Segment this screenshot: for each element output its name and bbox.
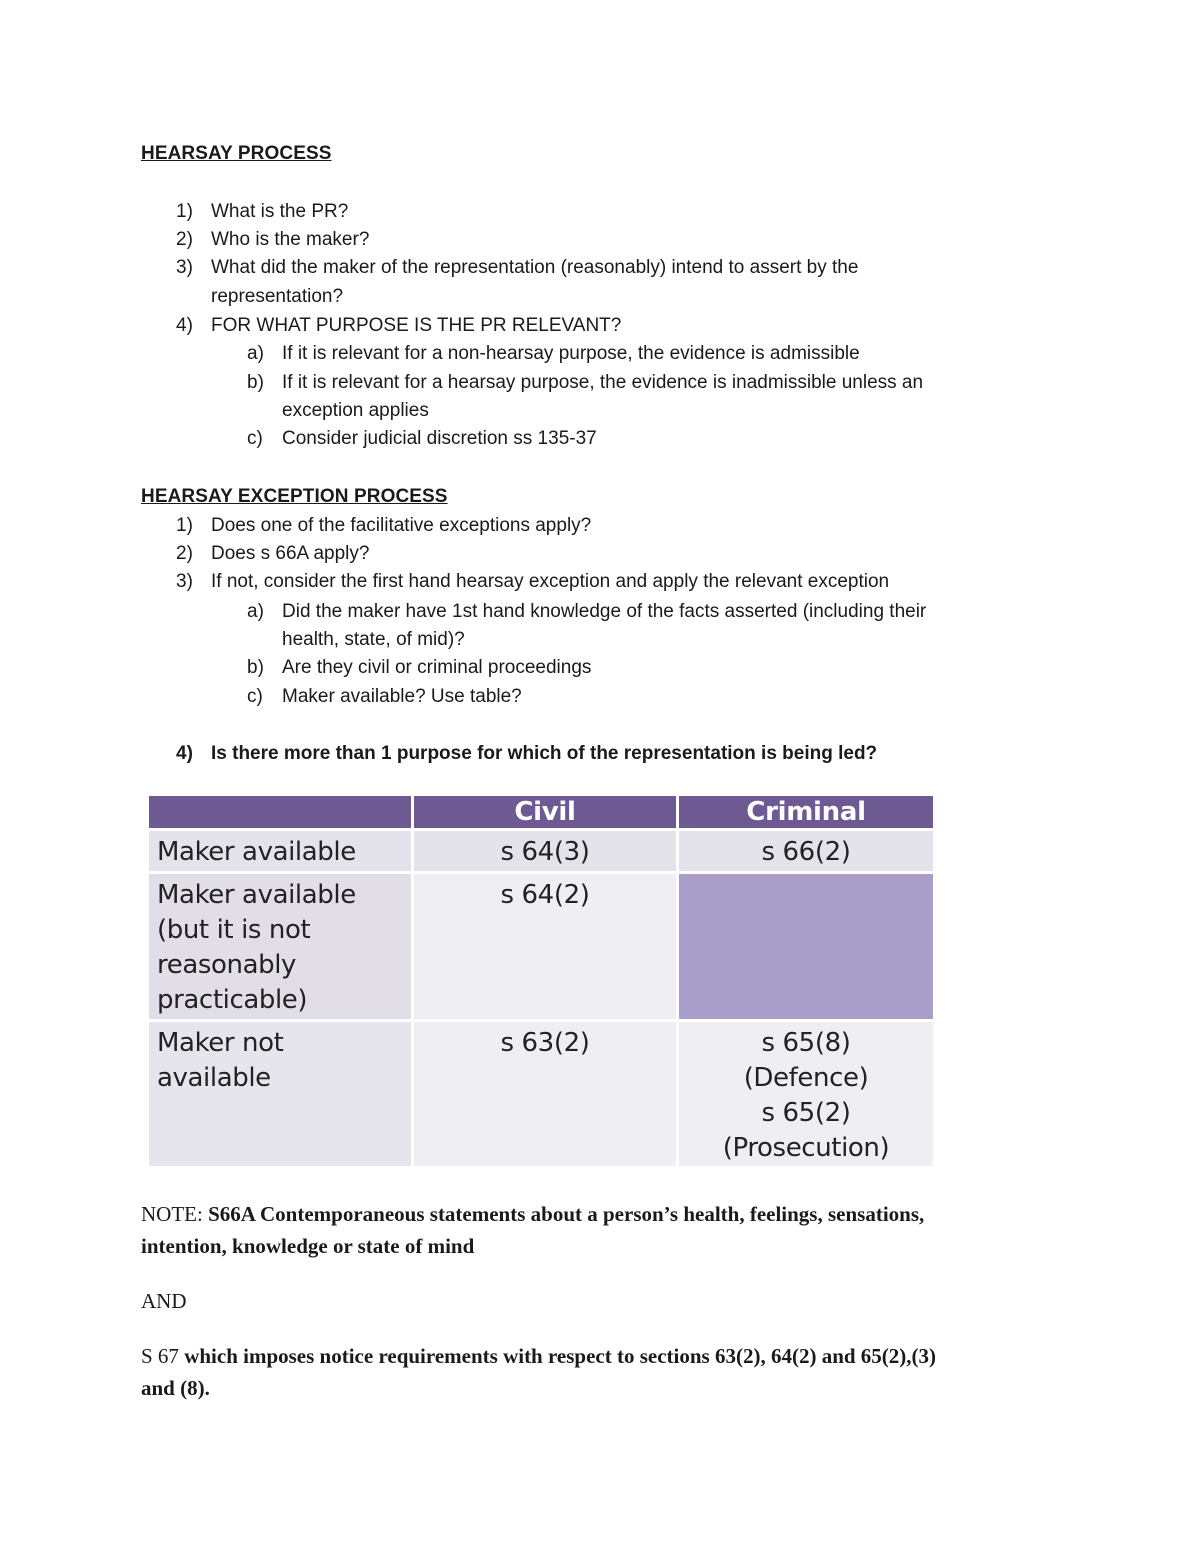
sublist-item-text: Did the maker have 1st hand knowledge of the facts asserted (including their — [282, 601, 927, 622]
heading-hearsay-process: HEARSAY PROCESS — [141, 143, 332, 164]
list-number: 2) — [176, 229, 193, 250]
table-cell-civil — [414, 874, 676, 1019]
list-item-text-bold: Is there more than 1 purpose for which of the representation is being led? — [211, 743, 878, 764]
cell-text: Maker available — [157, 837, 356, 867]
table-cell-criminal — [679, 1022, 933, 1166]
cell-text: (Defence) — [743, 1063, 869, 1093]
list-item-text: Does one of the facilitative exceptions apply? — [211, 515, 592, 536]
sublist-item-text-continued: exception applies — [282, 400, 429, 421]
table-row — [149, 874, 933, 1019]
sublist-letter: a) — [247, 343, 264, 364]
sublist-item-text-continued: health, state, of mid)? — [282, 629, 465, 650]
list-number: 3) — [176, 571, 193, 592]
sublist-letter: b) — [247, 372, 264, 393]
cell-text: s 63(2) — [500, 1028, 590, 1058]
table-cell-label — [149, 1022, 411, 1166]
table-header-empty — [149, 796, 411, 828]
sublist-letter: a) — [247, 601, 264, 622]
note-bold-text: and (8). — [141, 1376, 210, 1400]
list-item — [176, 201, 193, 223]
note-s67 — [141, 1340, 936, 1404]
table-row — [149, 1022, 933, 1166]
table-cell-criminal — [679, 831, 933, 871]
list-item-text: FOR WHAT PURPOSE IS THE PR RELEVANT? — [211, 315, 622, 336]
cell-text: Maker not available — [157, 1028, 284, 1093]
list-number: 4) — [176, 315, 193, 336]
list-number: 1) — [176, 515, 193, 536]
sublist-item-text: Are they civil or criminal proceedings — [282, 657, 592, 678]
list-item-text: What is the PR? — [211, 201, 349, 222]
note-bold-text: intention, knowledge or state of mind — [141, 1234, 475, 1258]
list-item-text: Who is the maker? — [211, 229, 370, 250]
sublist-item-text: Consider judicial discretion ss 135-37 — [282, 428, 597, 449]
sublist-item-text: If it is relevant for a non-hearsay purpose, the evidence is admissible — [282, 343, 860, 364]
hearsay-exceptions-table — [146, 793, 936, 1169]
cell-text: (Prosecution) — [722, 1133, 890, 1163]
table-cell-civil — [414, 831, 676, 871]
table-cell-criminal-empty — [679, 874, 933, 1019]
list-number: 2) — [176, 543, 193, 564]
list-item-text-continued: representation? — [211, 286, 344, 307]
sublist-item-text: Maker available? Use table? — [282, 686, 522, 707]
note-prefix: S 67 — [141, 1344, 185, 1368]
cell-text: s 66(2) — [761, 837, 851, 867]
table-cell-civil — [414, 1022, 676, 1166]
note-s66a — [141, 1198, 924, 1262]
cell-text: s 64(3) — [500, 837, 590, 867]
sublist-letter: c) — [247, 686, 263, 707]
cell-text: s 65(8) — [761, 1028, 851, 1058]
cell-text: practicable) — [157, 985, 308, 1015]
list-item-text: If not, consider the first hand hearsay exception and apply the relevant exception — [211, 571, 890, 592]
cell-text: Maker available — [157, 880, 356, 910]
table-header-criminal: Criminal — [679, 796, 933, 828]
cell-text: reasonably — [157, 950, 297, 980]
table-cell-label — [149, 874, 411, 1019]
note-bold-text: which imposes notice requirements with respect to sections 63(2), 64(2) and 65(2),(3) — [184, 1344, 937, 1368]
list-number: 3) — [176, 257, 193, 278]
list-number: 4) — [176, 743, 193, 764]
cell-text: s 65(2) — [761, 1098, 851, 1128]
cell-text: s 64(2) — [500, 880, 590, 910]
heading-hearsay-exception-process: HEARSAY EXCEPTION PROCESS — [141, 486, 448, 507]
cell-text: (but it is not — [157, 915, 311, 945]
sublist-item-text: If it is relevant for a hearsay purpose, the evidence is inadmissible unless an — [282, 372, 924, 393]
note-bold-text: S66A Contemporaneous statements about a person’s health, feelings, sensations, — [208, 1202, 925, 1226]
sublist-letter: b) — [247, 657, 264, 678]
table-cell-label — [149, 831, 411, 871]
list-item-text: Does s 66A apply? — [211, 543, 370, 564]
note-prefix: NOTE: — [141, 1202, 209, 1226]
list-number: 1) — [176, 201, 193, 222]
sublist-letter: c) — [247, 428, 263, 449]
table-header-civil: Civil — [414, 796, 676, 828]
table-row — [149, 831, 933, 871]
list-item-text: What did the maker of the representation (reasonably) intend to assert by the — [211, 257, 859, 278]
note-and: AND — [141, 1289, 187, 1313]
